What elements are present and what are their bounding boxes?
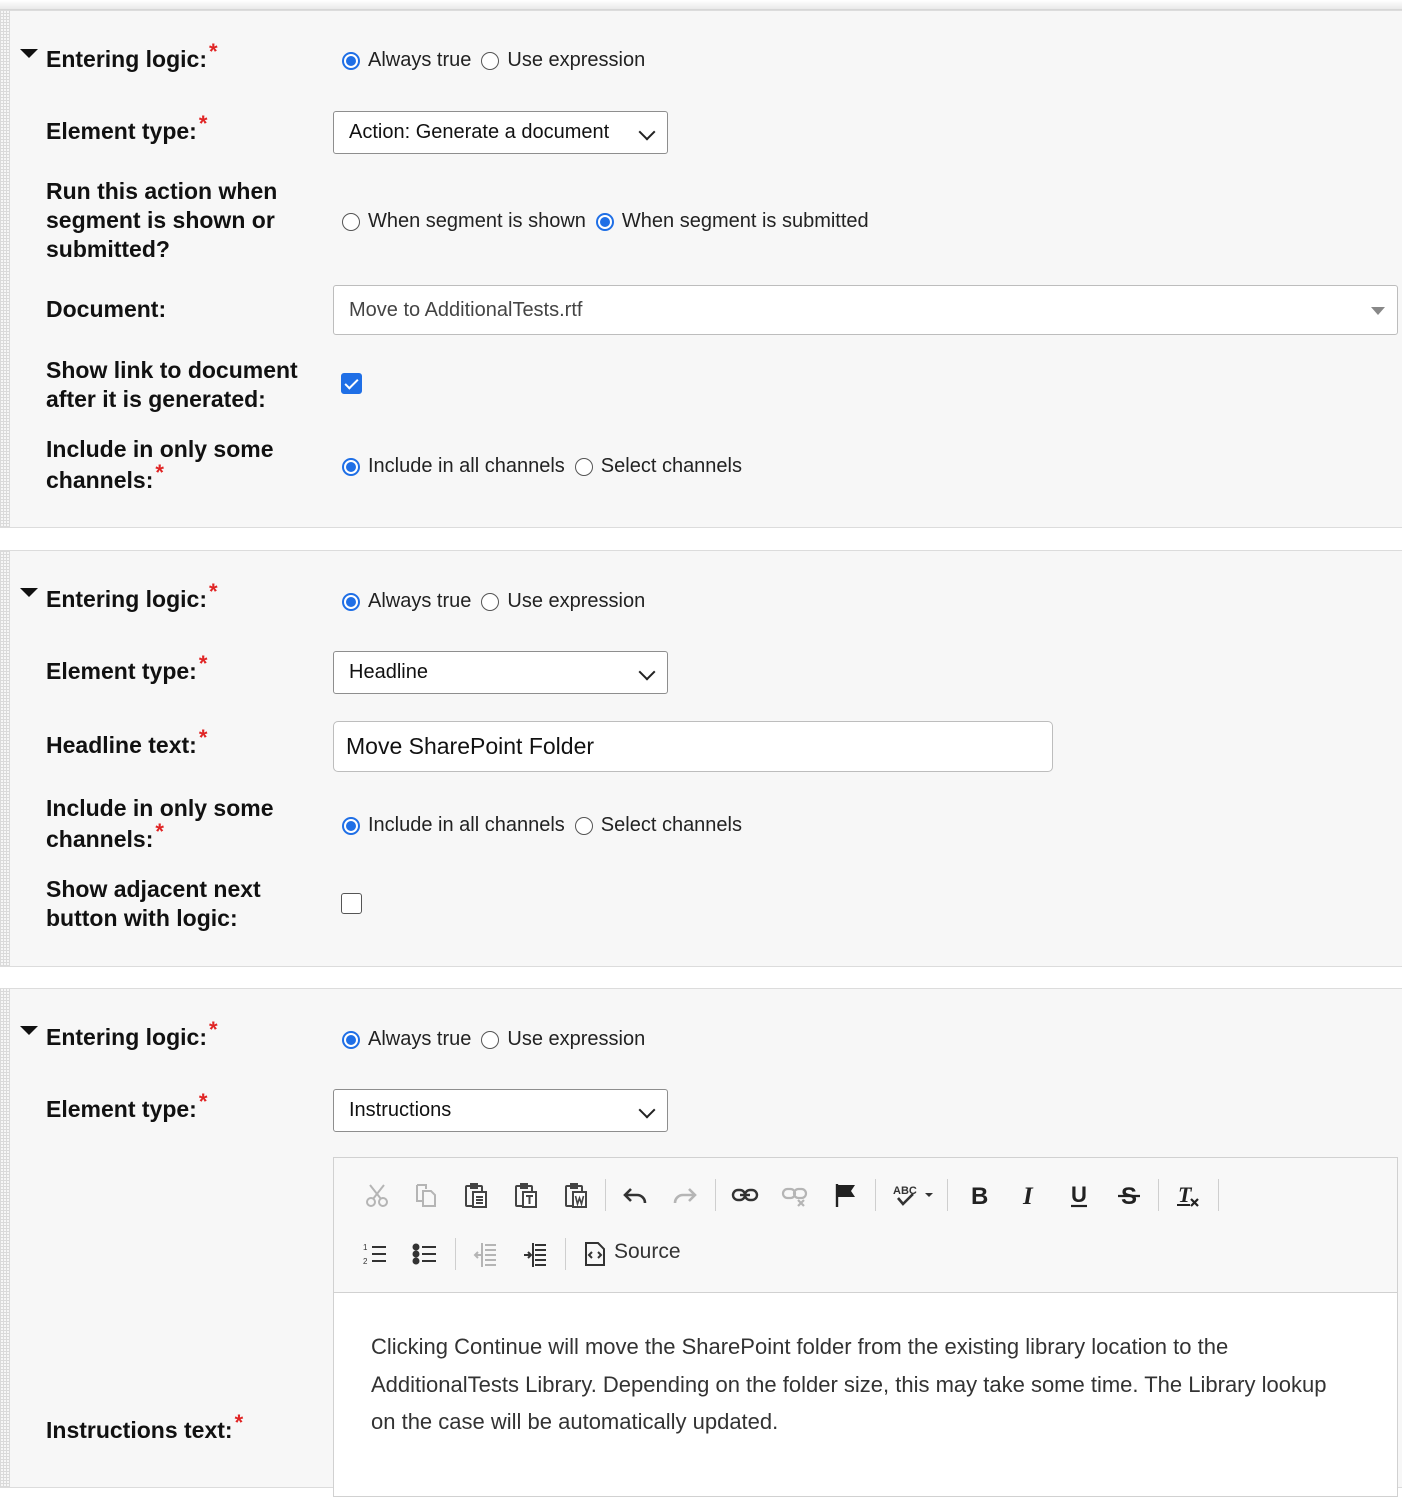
radio-use-expression[interactable]: Use expression	[481, 590, 645, 613]
collapse-caret-icon[interactable]	[20, 1026, 38, 1035]
element-type-label: Element type:*	[46, 1089, 208, 1122]
toolbar-separator	[455, 1238, 456, 1270]
radio-use-expression[interactable]: Use expression	[481, 49, 645, 72]
svg-text:ABC: ABC	[893, 1185, 917, 1197]
bold-icon[interactable]	[961, 1177, 997, 1213]
radio-always-true[interactable]: Always true	[342, 590, 471, 613]
entering-logic-radio-group	[342, 1028, 655, 1051]
paste-icon[interactable]	[458, 1177, 494, 1213]
svg-text:B: B	[971, 1183, 989, 1209]
element-type-label: Element type:*	[46, 111, 208, 144]
radio-all-channels[interactable]: Include in all channels	[342, 455, 565, 478]
element-type-label: Element type:*	[46, 651, 208, 684]
redo-icon[interactable]	[667, 1177, 703, 1213]
instructions-text-content[interactable]: Clicking Continue will move the SharePoint folder from the existing library location to the AdditionalTests Library. Depending on the folder size, this may take some time. The Library lookup on the case will be automatically updated.	[371, 1334, 1327, 1434]
rich-text-editor	[333, 1157, 1398, 1497]
dropdown-arrow-icon	[1371, 307, 1385, 315]
show-link-label: Show link to document after it is generated:	[46, 357, 298, 412]
channels-label: Include in only some channels:*	[46, 436, 274, 493]
instructions-text-label: Instructions text:*	[46, 1410, 244, 1443]
radio-all-channels[interactable]: Include in all channels	[342, 814, 565, 837]
run-when-radio-group	[342, 210, 879, 233]
toolbar-separator	[715, 1179, 716, 1211]
svg-text:1: 1	[363, 1243, 368, 1252]
anchor-flag-icon[interactable]	[828, 1177, 864, 1213]
entering-logic-radio-group	[342, 49, 655, 72]
italic-icon[interactable]	[1011, 1177, 1047, 1213]
svg-text:T: T	[1178, 1182, 1192, 1207]
chevron-down-icon	[639, 124, 656, 141]
radio-select-channels[interactable]: Select channels	[575, 814, 742, 837]
numbered-list-icon[interactable]	[357, 1236, 393, 1272]
spellcheck-icon[interactable]	[890, 1177, 938, 1213]
source-button-label[interactable]: Source	[614, 1240, 681, 1263]
entering-logic-label: Entering logic:*	[46, 1017, 218, 1050]
radio-use-expression[interactable]: Use expression	[481, 1028, 645, 1051]
top-divider	[0, 0, 1402, 10]
entering-logic-label: Entering logic:*	[46, 39, 218, 72]
underline-icon[interactable]	[1061, 1177, 1097, 1213]
element-type-select[interactable]: Instructions	[333, 1089, 668, 1132]
channels-radio-group	[342, 455, 752, 478]
copy-icon[interactable]	[407, 1177, 443, 1213]
radio-when-submitted[interactable]: When segment is submitted	[596, 210, 869, 233]
headline-text-label: Headline text:*	[46, 725, 208, 758]
channels-radio-group	[342, 814, 752, 837]
strikethrough-icon[interactable]	[1111, 1177, 1147, 1213]
indent-icon[interactable]	[517, 1236, 553, 1272]
document-select[interactable]: Move to AdditionalTests.rtf	[333, 285, 1398, 335]
paste-word-icon[interactable]	[558, 1177, 594, 1213]
svg-text:U: U	[1071, 1182, 1087, 1207]
remove-format-icon[interactable]	[1170, 1177, 1206, 1213]
svg-text:I: I	[1023, 1183, 1033, 1209]
undo-icon[interactable]	[617, 1177, 653, 1213]
toolbar-separator	[947, 1179, 948, 1211]
radio-select-channels[interactable]: Select channels	[575, 455, 742, 478]
toolbar-separator	[1158, 1179, 1159, 1211]
radio-always-true[interactable]: Always true	[342, 1028, 471, 1051]
entering-logic-label: Entering logic:*	[46, 579, 218, 612]
toolbar-separator	[875, 1179, 876, 1211]
collapse-caret-icon[interactable]	[20, 49, 38, 58]
adjacent-next-checkbox[interactable]	[341, 893, 362, 914]
link-icon[interactable]	[727, 1177, 763, 1213]
element-type-select[interactable]: Headline	[333, 651, 668, 694]
show-link-checkbox[interactable]	[341, 373, 362, 394]
collapse-caret-icon[interactable]	[20, 588, 38, 597]
logic-block-2	[0, 550, 1402, 967]
toolbar-separator	[565, 1238, 566, 1270]
chevron-down-icon	[639, 664, 656, 681]
entering-logic-radio-group	[342, 590, 655, 613]
headline-text-input[interactable]: Move SharePoint Folder	[333, 721, 1053, 772]
source-icon[interactable]	[577, 1236, 613, 1272]
bulleted-list-icon[interactable]	[407, 1236, 443, 1272]
unlink-icon[interactable]	[777, 1177, 813, 1213]
outdent-icon[interactable]	[467, 1236, 503, 1272]
run-when-label: Run this action when segment is shown or submitted?	[46, 178, 278, 262]
radio-always-true[interactable]: Always true	[342, 49, 471, 72]
adjacent-next-label: Show adjacent next button with logic:	[46, 876, 261, 931]
svg-text:S: S	[1121, 1183, 1138, 1209]
paste-text-icon[interactable]	[508, 1177, 544, 1213]
cut-icon[interactable]	[359, 1177, 395, 1213]
channels-label: Include in only some channels:*	[46, 795, 274, 852]
document-label: Document:	[46, 296, 167, 322]
chevron-down-icon	[639, 1102, 656, 1119]
toolbar-separator	[605, 1179, 606, 1211]
logic-block-3	[0, 988, 1402, 1488]
radio-when-shown[interactable]: When segment is shown	[342, 210, 586, 233]
editor-toolbar	[334, 1158, 1397, 1293]
svg-text:2: 2	[363, 1257, 368, 1266]
element-type-select[interactable]: Action: Generate a document	[333, 111, 668, 154]
logic-block-1	[0, 10, 1402, 528]
required-asterisk: *	[209, 39, 218, 64]
toolbar-separator	[1218, 1179, 1219, 1211]
